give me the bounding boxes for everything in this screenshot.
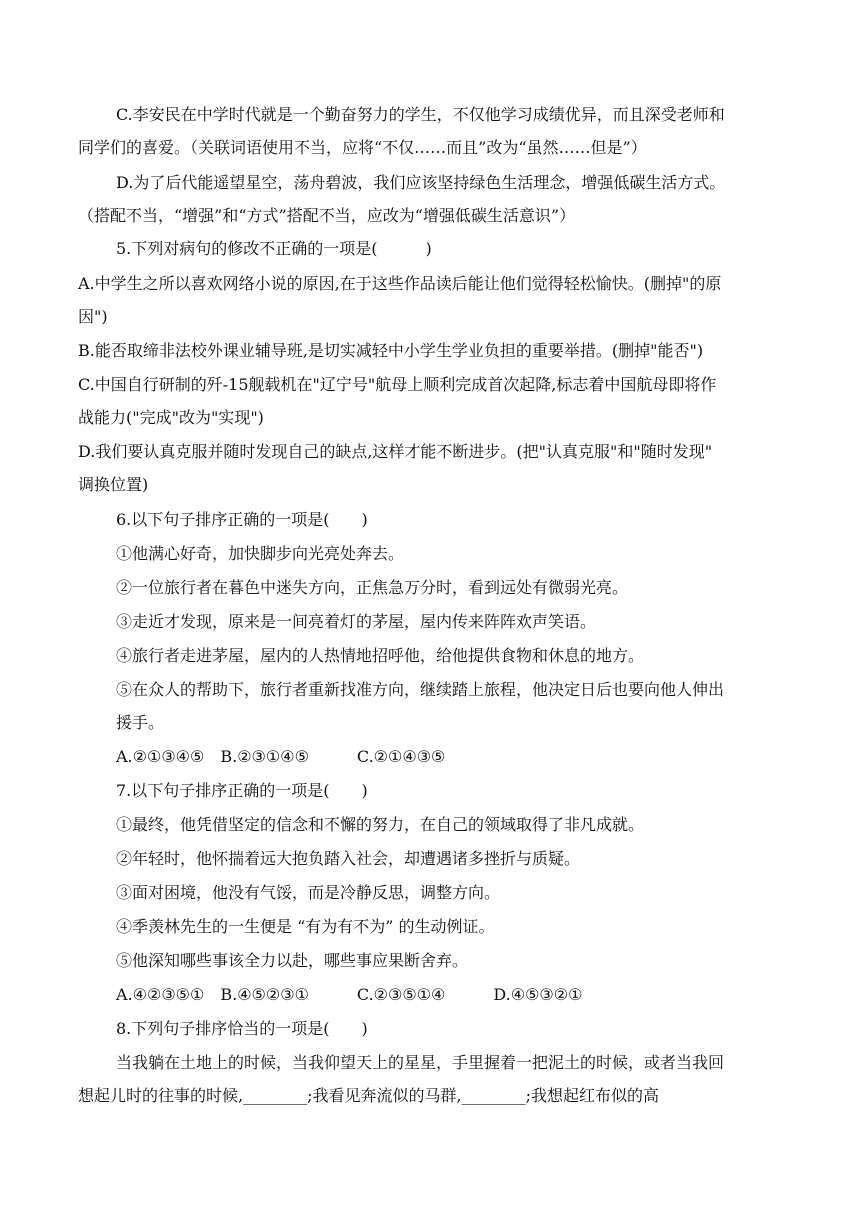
q6-sentence-4: ④旅行者走进茅屋，屋内的人热情地招呼他，给他提供食物和休息的地方。 [116, 646, 645, 665]
q6-sentence-2: ②一位旅行者在暮色中迷失方向，正焦急万分时，看到远处有微弱光亮。 [116, 578, 629, 597]
option-c-q4-cont: 同学们的喜爱。（关联词语使用不当，应将“不仅……而且”改为“虽然……但是”） [78, 138, 647, 157]
q6-sentence-1: ①他满心好奇，加快脚步向光亮处奔去。 [116, 544, 405, 563]
q6-sentence-5: ⑤在众人的帮助下，旅行者重新找准方向，继续踏上旅程，他决定日后也要向他人伸出 [116, 680, 725, 699]
question-5: 5.下列对病句的修改不正确的一项是( ) [116, 239, 432, 258]
option-c-q4: C.李安民在中学时代就是一个勤奋努力的学生，不仅他学习成绩优异，而且深受老师和 [116, 105, 725, 124]
q6-sentence-5-cont: 援手。 [116, 713, 165, 732]
q7-sentence-5: ⑤他深知哪些事该全力以赴，哪些事应果断舍弃。 [116, 951, 469, 970]
q7-sentence-1: ①最终，他凭借坚定的信念和不懈的努力，在自己的领域取得了非凡成就。 [116, 815, 645, 834]
q5-option-b: B.能否取缔非法校外课业辅导班,是切实减轻中小学生学业负担的重要举措。(删掉"能否") [78, 341, 704, 360]
q5-option-a: A.中学生之所以喜欢网络小说的原因,在于这些作品读后能让他们觉得轻松愉快。(删掉"的原 [78, 274, 722, 293]
q5-option-c: C.中国自行研制的歼-15舰载机在"辽宁号"航母上顺利完成首次起降,标志着中国航母即将作 [78, 375, 717, 394]
q5-option-d-cont: 调换位置) [78, 475, 149, 494]
q6-sentence-3: ③走近才发现，原来是一间亮着灯的茅屋，屋内传来阵阵欢声笑语。 [116, 612, 597, 631]
q5-option-a-cont: 因") [78, 307, 108, 326]
q7-sentence-2: ②年轻时，他怀揣着远大抱负踏入社会，却遭遇诸多挫折与质疑。 [116, 849, 581, 868]
q5-option-c-cont: 战能力("完成"改为"实现") [78, 408, 264, 427]
q7-options: A.④②③⑤① B.④⑤②③① C.②③⑤①④ D.④⑤③②① [116, 985, 583, 1004]
question-7: 7.以下句子排序正确的一项是( ) [116, 781, 368, 800]
q7-sentence-4: ④季羡林先生的一生便是 “有为有不为” 的生动例证。 [116, 917, 495, 936]
option-d-q4-cont: （搭配不当，“增强”和“方式”搭配不当，应改为“增强低碳生活意识”） [78, 206, 576, 225]
q8-passage-line-2: 想起儿时的往事的时候,________;我看见奔流似的马群,________;我想起红布似的高 [78, 1086, 659, 1105]
q8-passage-line-1: 当我躺在土地上的时候，当我仰望天上的星星，手里握着一把泥土的时候，或者当我回 [116, 1053, 725, 1072]
question-8: 8.下列句子排序恰当的一项是( ) [116, 1019, 368, 1038]
q6-options: A.②①③④⑤ B.②③①④⑤ C.②①④③⑤ [116, 747, 446, 766]
question-6: 6.以下句子排序正确的一项是( ) [116, 510, 368, 529]
q7-sentence-3: ③面对困境，他没有气馁，而是冷静反思，调整方向。 [116, 883, 501, 902]
q5-option-d: D.我们要认真克服并随时发现自己的缺点,这样才能不断进步。(把"认真克服"和"随时发现" [78, 442, 713, 461]
option-d-q4: D.为了后代能遥望星空，荡舟碧波，我们应该坚持绿色生活理念，增强低碳生活方式。 [116, 173, 726, 192]
